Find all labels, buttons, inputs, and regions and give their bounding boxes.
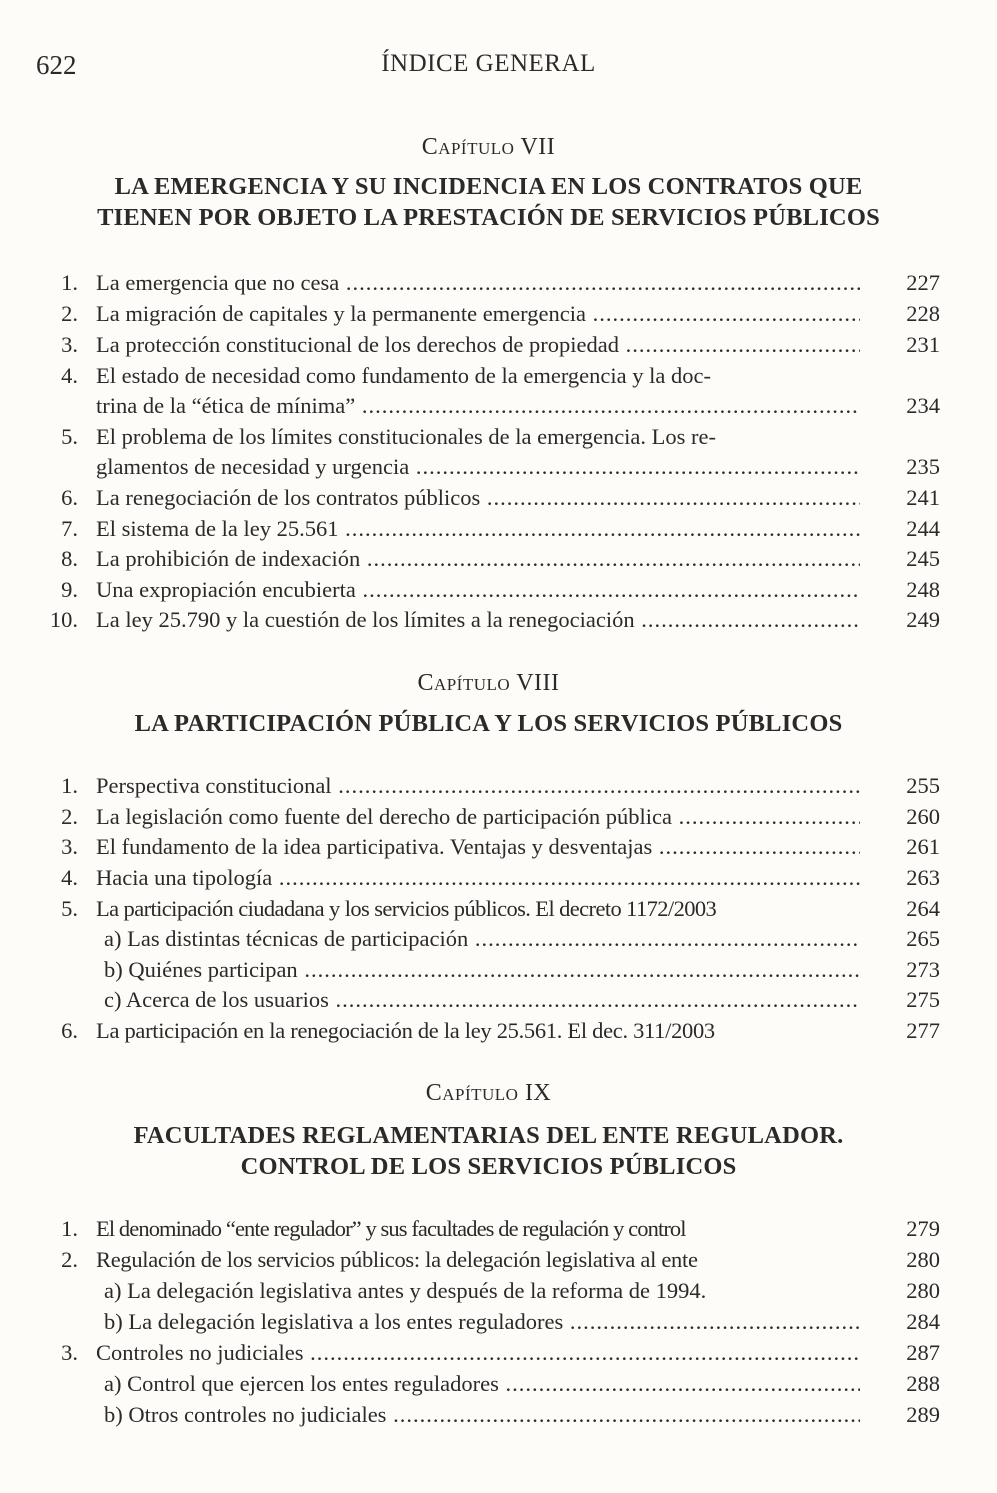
- toc-entry[interactable]: [40, 268, 940, 298]
- toc-entry[interactable]: [40, 802, 940, 832]
- entry-number: 5.: [61, 424, 78, 449]
- entry-page: 288: [906, 1371, 940, 1396]
- entry-title: La legislación como fuente del derecho de participación pública .....: [96, 802, 860, 832]
- toc-entry[interactable]: [40, 575, 940, 605]
- entry-page: 263: [906, 865, 940, 890]
- chapter-title-line: TIENEN POR OBJETO LA PRESTACIÓN DE SERVICIOS PÚBLICOS: [97, 204, 880, 231]
- entry-title: La participación ciudadana y los servicios públicos. El decreto 1172/2003: [96, 896, 717, 921]
- entry-title: La renegociación de los contratos públicos .....: [96, 483, 860, 513]
- entry-title: Regulación de los servicios públicos: la delegación legislativa al ente: [96, 1247, 698, 1272]
- toc-entry[interactable]: [40, 422, 940, 482]
- entry-title: Controles no judiciales .....: [96, 1338, 860, 1368]
- entry-page: 234: [906, 393, 940, 418]
- entry-page: 287: [906, 1340, 940, 1365]
- entry-number: 9.: [61, 577, 78, 602]
- toc-entry[interactable]: [40, 544, 940, 574]
- toc-entry[interactable]: [40, 483, 940, 513]
- entry-number: 3.: [61, 332, 78, 357]
- entry-number: 4.: [61, 865, 78, 890]
- entry-page: 275: [906, 987, 940, 1012]
- entry-page: 245: [906, 546, 940, 571]
- entry-number: 1.: [61, 773, 78, 798]
- entry-title-line: trina de la “ética de mínima” .....: [96, 391, 860, 421]
- entry-title: [96, 422, 860, 482]
- entry-number: 1.: [61, 1216, 78, 1241]
- entry-title: La prohibición de indexación .....: [96, 544, 860, 574]
- toc-entry[interactable]: [40, 361, 940, 421]
- entry-page: 264: [906, 896, 940, 921]
- entry-page: 265: [906, 926, 940, 951]
- entry-page: 255: [906, 773, 940, 798]
- toc-entry[interactable]: [40, 514, 940, 544]
- toc-entry[interactable]: [40, 1276, 940, 1306]
- chapter-title-line: CONTROL DE LOS SERVICIOS PÚBLICOS: [240, 1153, 737, 1180]
- entry-title: c) Acerca de los usuarios .....: [104, 985, 860, 1015]
- entry-page: 228: [906, 301, 940, 326]
- entry-page: 249: [906, 607, 940, 632]
- chapter-title: [36, 171, 941, 233]
- entry-number: 6.: [61, 485, 78, 510]
- entry-title: El denominado “ente regulador” y sus facultades de regulación y control: [96, 1216, 686, 1241]
- toc-entry[interactable]: [40, 1338, 940, 1368]
- entry-title: b) Otros controles no judiciales .....: [104, 1400, 860, 1430]
- toc-entry[interactable]: [40, 1307, 940, 1337]
- entry-title: La migración de capitales y la permanente emergencia .....: [96, 299, 860, 329]
- toc-entry[interactable]: [40, 924, 940, 954]
- entry-page: 244: [906, 516, 940, 541]
- toc-entry[interactable]: [40, 863, 940, 893]
- entry-page: 289: [906, 1402, 940, 1427]
- toc-entry[interactable]: [40, 330, 940, 360]
- entry-title: b) Quiénes participan .....: [104, 955, 860, 985]
- entry-title: a) Control que ejercen los entes reguladores .....: [104, 1369, 860, 1399]
- entry-page: 284: [906, 1309, 940, 1334]
- entry-number: 2.: [61, 1247, 78, 1272]
- entry-page: 227: [906, 270, 940, 295]
- entry-title: El fundamento de la idea participativa. Ventajas y desventajas .....: [96, 832, 860, 862]
- chapter-label: Capítulo VII: [421, 134, 556, 160]
- entry-number: 4.: [61, 363, 78, 388]
- entry-title: La protección constitucional de los derechos de propiedad .....: [96, 330, 860, 360]
- chapter-title: [36, 708, 941, 739]
- entry-number: 3.: [61, 834, 78, 859]
- entry-page: 280: [906, 1247, 940, 1272]
- entry-number: 10.: [49, 607, 78, 632]
- entry-page: 279: [906, 1216, 940, 1241]
- entry-title: [96, 361, 860, 421]
- entry-title: a) Las distintas técnicas de participación .....: [104, 924, 860, 954]
- chapter-title: [36, 1120, 941, 1182]
- toc-entry[interactable]: [40, 985, 940, 1015]
- entry-title-line: El estado de necesidad como fundamento de la emergencia y la doc-: [96, 363, 711, 388]
- entry-page: 235: [906, 454, 940, 479]
- toc-entry[interactable]: [40, 771, 940, 801]
- entry-page: 277: [906, 1018, 940, 1043]
- entry-number: 1.: [61, 270, 78, 295]
- toc-entry[interactable]: [40, 1016, 940, 1046]
- entry-number: 3.: [61, 1340, 78, 1365]
- entry-title: La ley 25.790 y la cuestión de los límites a la renegociación .....: [96, 605, 860, 635]
- chapter-label: Capítulo VIII: [417, 670, 560, 696]
- page-number: 622: [36, 50, 77, 80]
- entry-title: El sistema de la ley 25.561 .....: [96, 514, 860, 544]
- entry-title: b) La delegación legislativa a los entes reguladores .....: [104, 1307, 860, 1337]
- entry-page: 241: [906, 485, 940, 510]
- page-header: [36, 50, 941, 90]
- chapter-title-line: FACULTADES REGLAMENTARIAS DEL ENTE REGULADOR.: [133, 1122, 844, 1149]
- entry-page: 273: [906, 957, 940, 982]
- entry-number: 5.: [61, 896, 78, 921]
- toc-entry[interactable]: [40, 299, 940, 329]
- entry-title: Perspectiva constitucional .....: [96, 771, 860, 801]
- toc-entry[interactable]: [40, 832, 940, 862]
- entry-number: 7.: [61, 516, 78, 541]
- toc-entry[interactable]: [40, 955, 940, 985]
- toc-entry[interactable]: [40, 1369, 940, 1399]
- entry-number: 6.: [61, 1018, 78, 1043]
- entry-page: 261: [906, 834, 940, 859]
- entry-title-line: El problema de los límites constitucionales de la emergencia. Los re-: [96, 424, 717, 449]
- toc-entry[interactable]: [40, 1245, 940, 1275]
- entry-title: Una expropiación encubierta .....: [96, 575, 860, 605]
- entry-title: La emergencia que no cesa .....: [96, 268, 860, 298]
- toc-entry[interactable]: [40, 1214, 940, 1244]
- entry-page: 260: [906, 804, 940, 829]
- toc-entry[interactable]: [40, 1400, 940, 1430]
- entry-number: 8.: [61, 546, 78, 571]
- entry-number: 2.: [61, 804, 78, 829]
- entry-title-line: glamentos de necesidad y urgencia .....: [96, 452, 860, 482]
- entry-number: 2.: [61, 301, 78, 326]
- toc-entry[interactable]: [40, 894, 940, 924]
- entry-page: 231: [906, 332, 940, 357]
- entry-page: 280: [906, 1278, 940, 1303]
- chapter-title-line: LA EMERGENCIA Y SU INCIDENCIA EN LOS CONTRATOS QUE: [114, 173, 863, 200]
- entry-title: a) La delegación legislativa antes y después de la reforma de 1994.: [104, 1278, 707, 1303]
- entry-title: Hacia una tipología .....: [96, 863, 860, 893]
- chapter-title-line: LA PARTICIPACIÓN PÚBLICA Y LOS SERVICIOS PÚBLICOS: [134, 710, 843, 737]
- entry-title: La participación en la renegociación de la ley 25.561. El dec. 311/2003: [96, 1018, 715, 1043]
- chapter-label: Capítulo IX: [425, 1080, 552, 1106]
- toc-entry[interactable]: [40, 605, 940, 635]
- running-title: ÍNDICE GENERAL: [381, 50, 596, 77]
- entry-page: 248: [906, 577, 940, 602]
